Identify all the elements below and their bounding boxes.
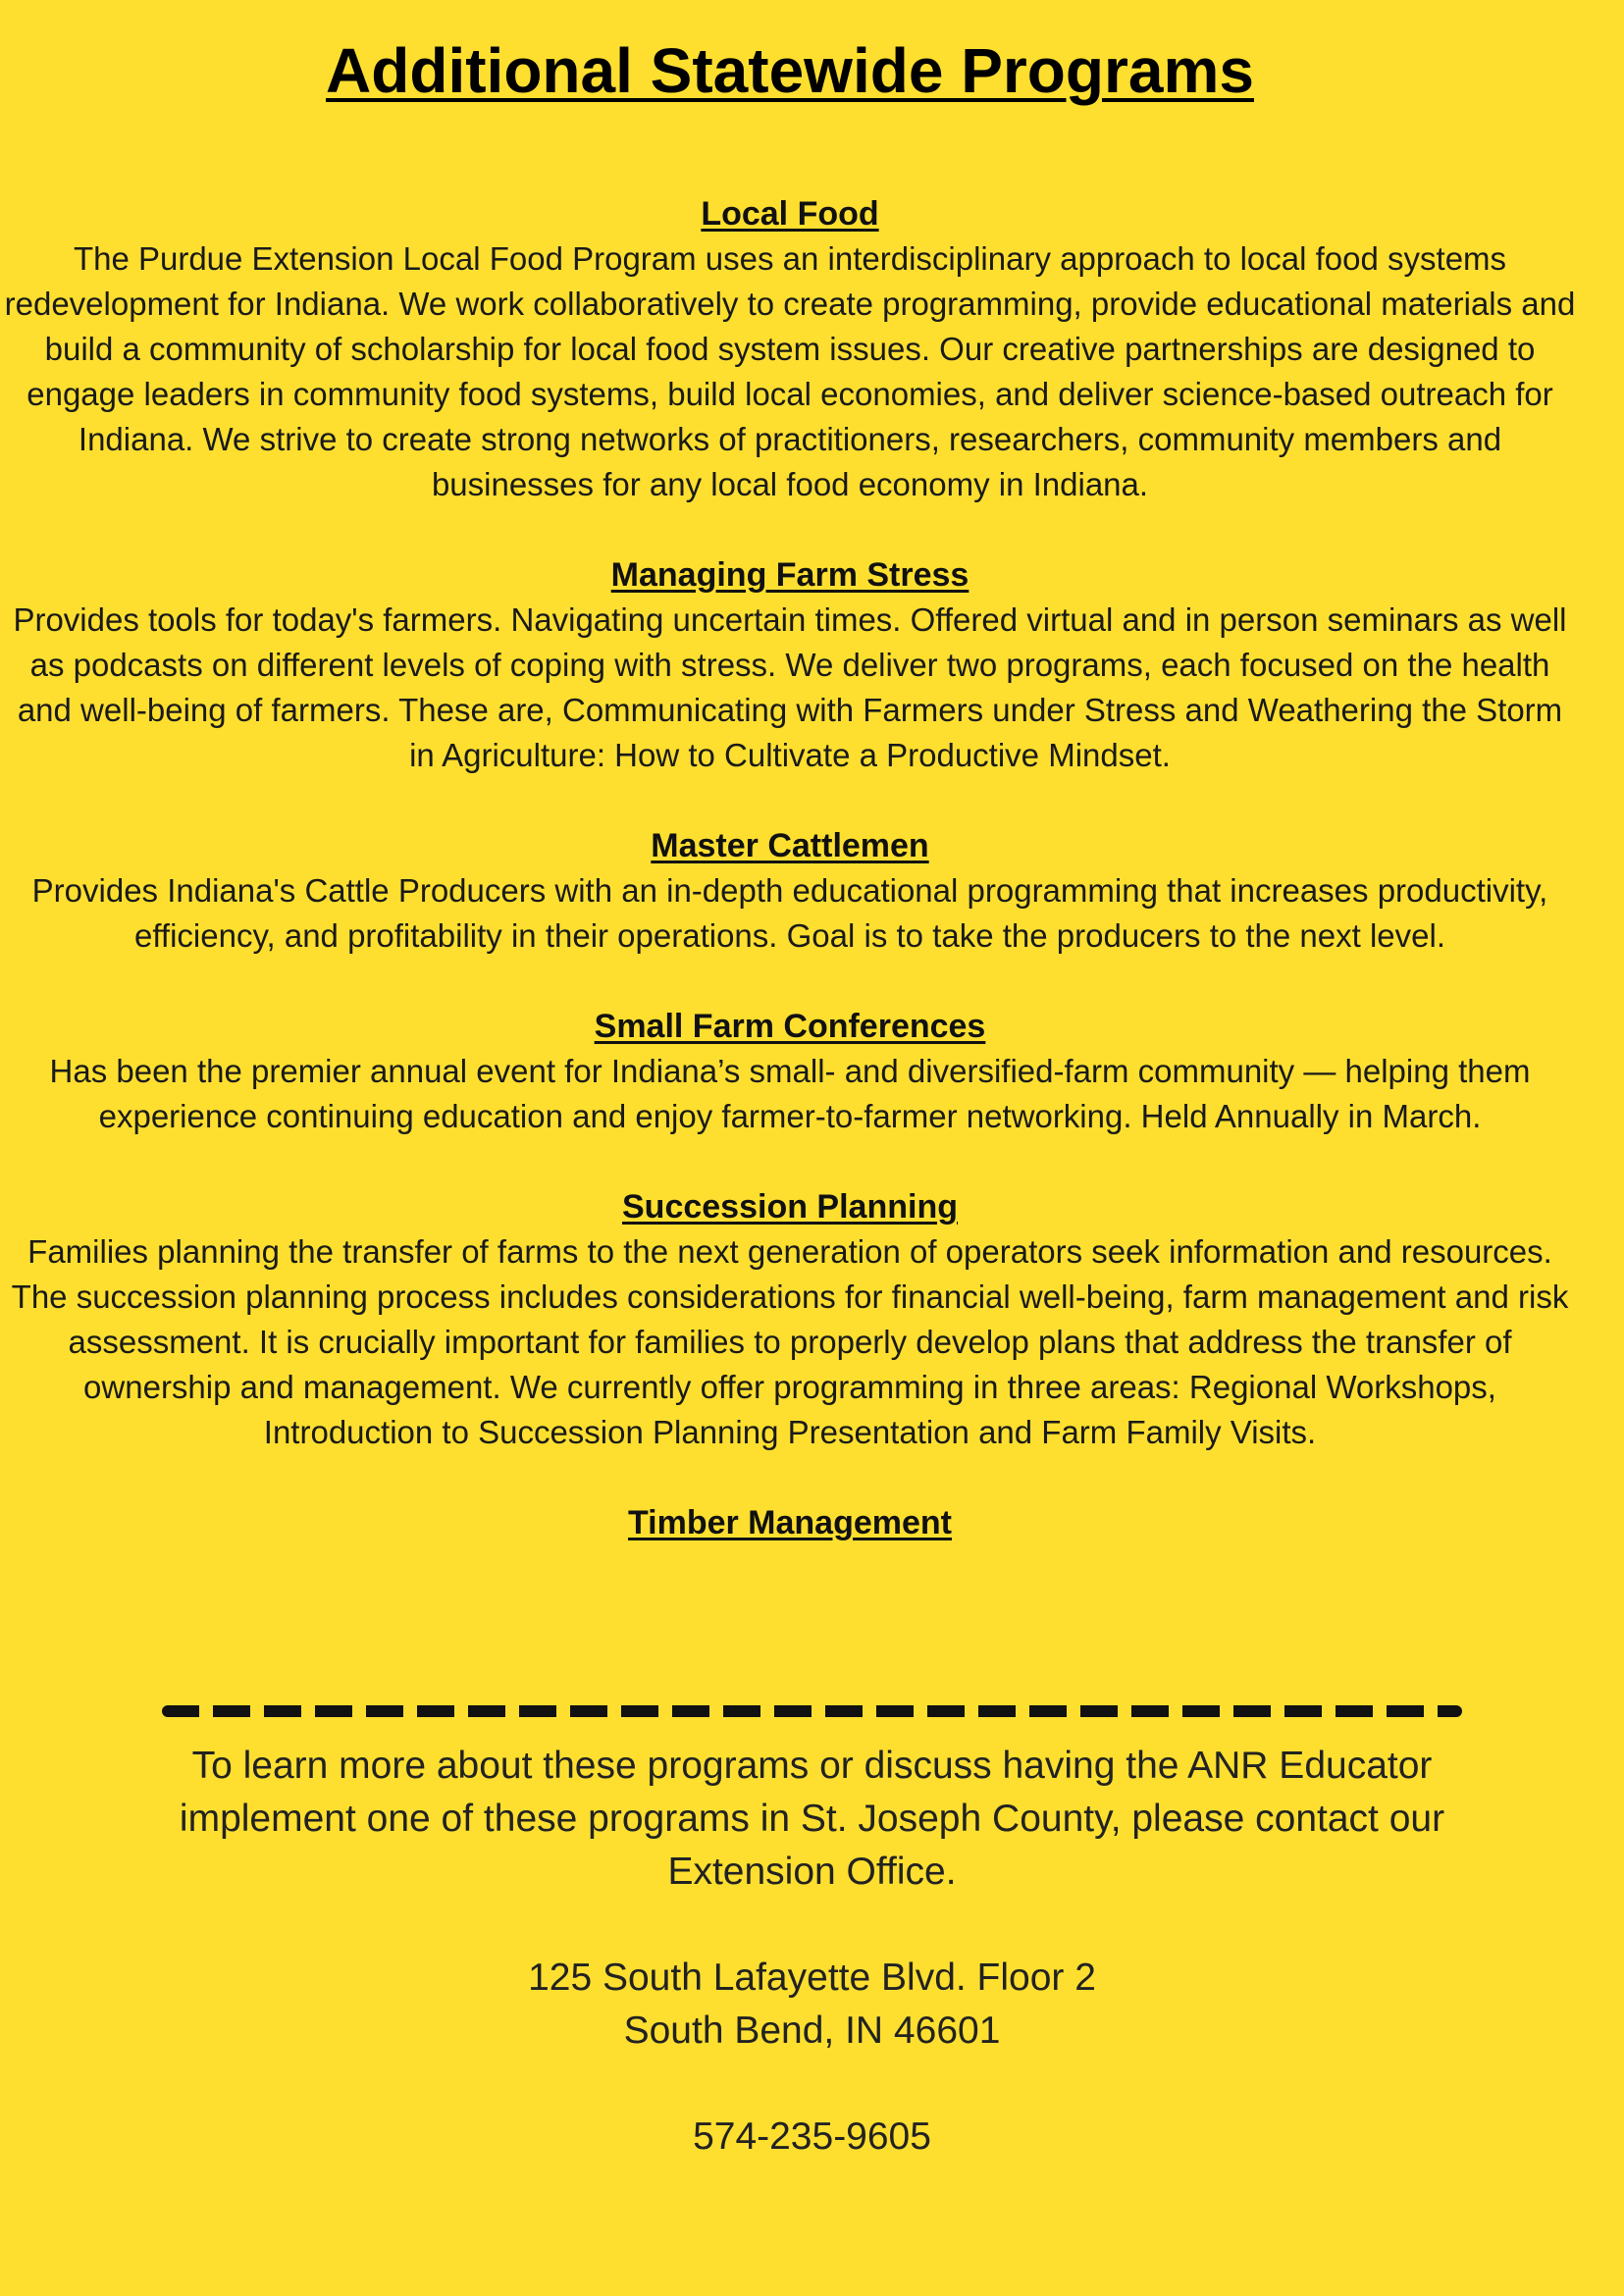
program-small-farm-conferences xyxy=(0,1004,1580,1139)
program-heading: Master Cattlemen xyxy=(651,827,929,864)
program-heading: Managing Farm Stress xyxy=(610,556,969,594)
program-heading: Local Food xyxy=(701,195,879,233)
program-description: The Purdue Extension Local Food Program uses an interdisciplinary approach to local food systems redevelopment for Indiana. We work collaboratively to create programming, provide educational materials and build a community of scholarship for local food system issues. Our creative partnerships are designed to engage leaders in community food systems, build local economies, and deliver science-based outreach for Indiana. We strive to create strong networks of practitioners, researchers, community members and businesses for any local food economy in Indiana. xyxy=(4,240,1576,502)
program-heading: Succession Planning xyxy=(622,1188,958,1226)
program-description: Provides tools for today's farmers. Navigating uncertain times. Offered virtual and in person seminars as well as podcasts on different levels of coping with stress. We deliver two programs, each focused on the health and well-being of farmers. These are, Communicating with Farmers under Stress and Weathering the Storm in Agriculture: How to Cultivate a Productive Mindset. xyxy=(13,601,1567,773)
program-heading: Small Farm Conferences xyxy=(594,1008,986,1045)
program-master-cattlemen xyxy=(0,823,1580,959)
dashed-divider xyxy=(162,1705,1462,1717)
program-timber-management xyxy=(0,1500,1580,1545)
program-succession-planning xyxy=(0,1184,1580,1455)
phone-number: 574-235-9605 xyxy=(693,2115,931,2158)
program-description: Families planning the transfer of farms to the next generation of operators seek information and resources. The succession planning process includes considerations for financial well-being, farm management and risk assessment. It is crucially important for families to properly develop plans that address the transfer of ownership and management. We currently offer programming in three areas: Regional Workshops, Introduction to Succession Planning Presentation and Farm Family Visits. xyxy=(11,1233,1569,1450)
programs-list xyxy=(0,191,1580,1591)
contact-section xyxy=(128,1740,1496,2164)
program-local-food xyxy=(0,191,1580,507)
address-line-1: 125 South Lafayette Blvd. Floor 2 xyxy=(528,1957,1096,1999)
program-description: Provides Indiana's Cattle Producers with an in-depth educational programming that increases productivity, efficiency, and profitability in their operations. Goal is to take the producers to the next level. xyxy=(31,872,1548,954)
page-title: Additional Statewide Programs xyxy=(326,35,1254,106)
program-heading: Timber Management xyxy=(627,1504,952,1541)
program-managing-farm-stress xyxy=(0,552,1580,778)
program-description: Has been the premier annual event for Indiana’s small- and diversified-farm community — helping them experience continuing education and enjoy farmer-to-farmer networking. Held Annually in March. xyxy=(49,1053,1531,1134)
contact-message: To learn more about these programs or discuss having the ANR Educator implement one of these programs in St. Joseph County, please contact our Extension Office. xyxy=(179,1745,1445,1893)
address-line-2: South Bend, IN 46601 xyxy=(623,2009,1001,2052)
